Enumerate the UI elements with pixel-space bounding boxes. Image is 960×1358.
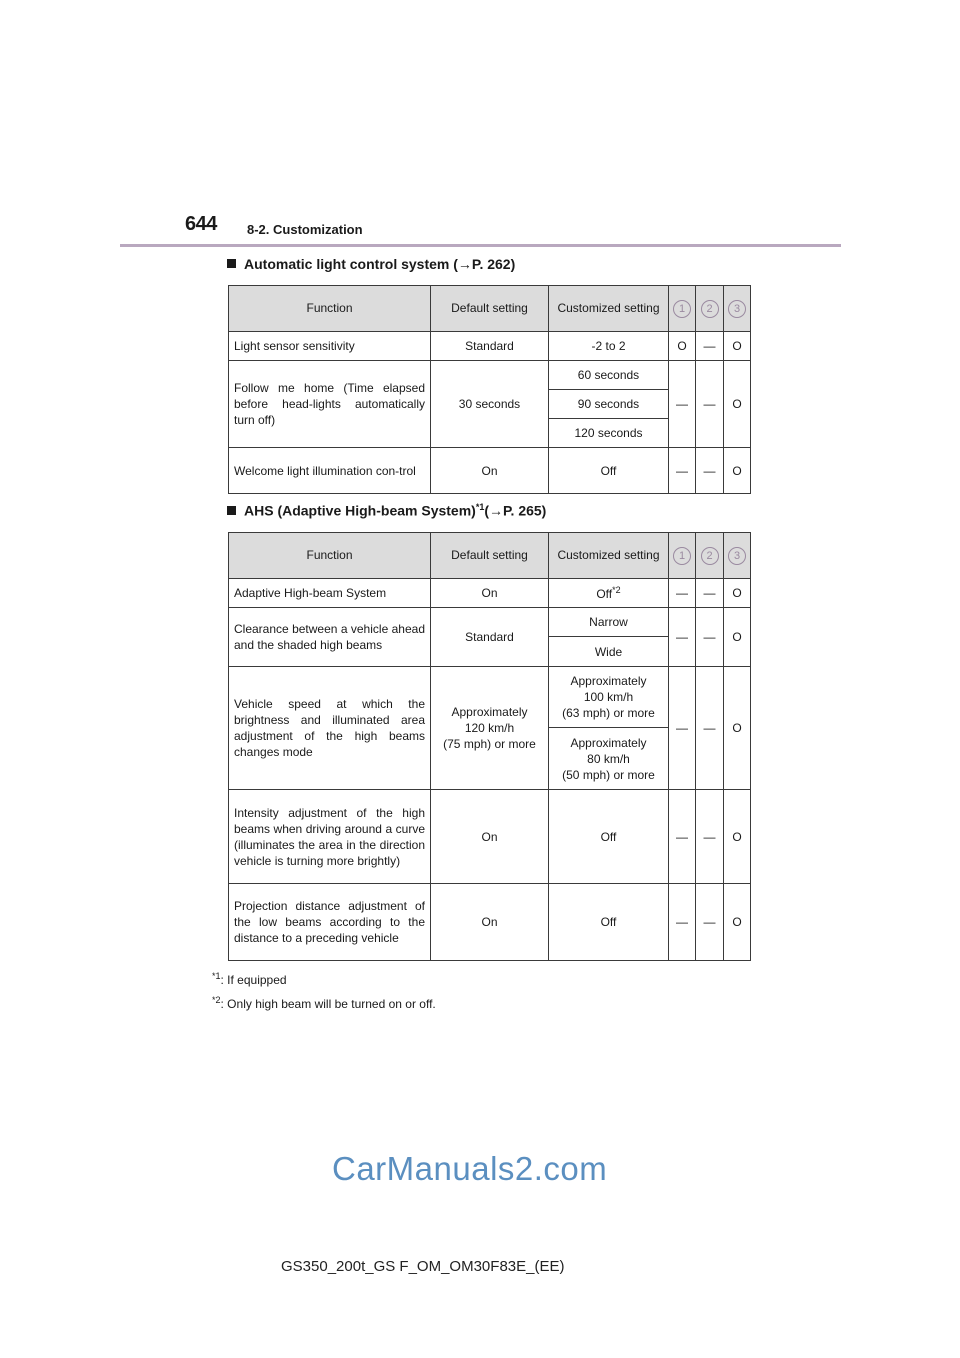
square-bullet-icon	[227, 506, 236, 515]
header-default: Default setting	[431, 286, 549, 332]
table-row: Clearance between a vehicle ahead and the shaded high beams Standard Narrow — — O	[229, 608, 751, 637]
section-title-ahs: AHS (Adaptive High-beam System)$^{*1}$(→P. 265)	[227, 502, 546, 519]
footer-document-code: GS350_200t_GS F_OM_OM30F83E_(EE)	[281, 1258, 565, 1275]
page-reference-link[interactable]: →P. 262	[457, 256, 511, 272]
header-col-1	[669, 533, 696, 579]
circled-number-3-icon: 3	[728, 547, 746, 565]
header-customized: Customized setting	[549, 286, 669, 332]
header-rule	[120, 244, 841, 247]
table-row: 120 seconds	[229, 419, 751, 448]
header-function: Function	[229, 533, 431, 579]
circled-number-1-icon: 1	[673, 547, 691, 565]
footnote-1: $^{*1}$: If equipped	[212, 971, 287, 987]
header-col-1	[669, 286, 696, 332]
circled-number-2-icon: 2	[701, 300, 719, 318]
table-header-row	[229, 286, 751, 332]
table-row: Welcome light illumination con-trol On Off — — O	[229, 448, 751, 494]
circled-number-1-icon: 1	[673, 300, 691, 318]
watermark-logo: CarManuals2.com	[332, 1150, 608, 1187]
table-row: Approximately 80 km/h (50 mph) or more	[229, 728, 751, 790]
table-row: Adaptive High-beam System On Off$^{*2}$ — — O	[229, 579, 751, 608]
header-col-3	[724, 286, 751, 332]
circled-number-3-icon: 3	[728, 300, 746, 318]
table-row: Vehicle speed at which the brightness and illuminated area adjustment of the high beams changes mode Approximately 120 km/h (75 mph) or more Approximately 100 km/h (63 mph) or more — — O	[229, 667, 751, 728]
header-function: Function	[229, 286, 431, 332]
auto-light-table	[228, 285, 751, 494]
table-row: Intensity adjustment of the high beams when driving around a curve (illuminates the area in the direction vehicle is turning more brightly) On Off — — O	[229, 790, 751, 884]
header-col-2	[696, 533, 724, 579]
chapter-title: 8-2. Customization	[247, 222, 363, 237]
table-row: 90 seconds	[229, 390, 751, 419]
page-number: 644	[185, 213, 217, 235]
header-col-2	[696, 286, 724, 332]
table-row: Follow me home (Time elapsed before head-lights automatically turn off) 30 seconds 60 seconds — — O	[229, 361, 751, 390]
header-col-3	[724, 533, 751, 579]
footnote-2: $^{*2}$: Only high beam will be turned on or off.	[212, 995, 436, 1011]
table-row: Wide	[229, 637, 751, 667]
page-reference-link[interactable]: (→P. 265)	[484, 502, 547, 519]
header-default: Default setting	[431, 533, 549, 579]
table-row: Light sensor sensitivity Standard -2 to 2 O — O	[229, 332, 751, 361]
square-bullet-icon	[227, 259, 236, 268]
circled-number-2-icon: 2	[701, 547, 719, 565]
section-title-auto-light: Automatic light control system (→P. 262)	[227, 256, 515, 272]
ahs-table	[228, 532, 751, 961]
table-header-row	[229, 533, 751, 579]
table-row: Projection distance adjustment of the low beams according to the distance to a preceding vehicle On Off — — O	[229, 884, 751, 961]
header-customized: Customized setting	[549, 533, 669, 579]
